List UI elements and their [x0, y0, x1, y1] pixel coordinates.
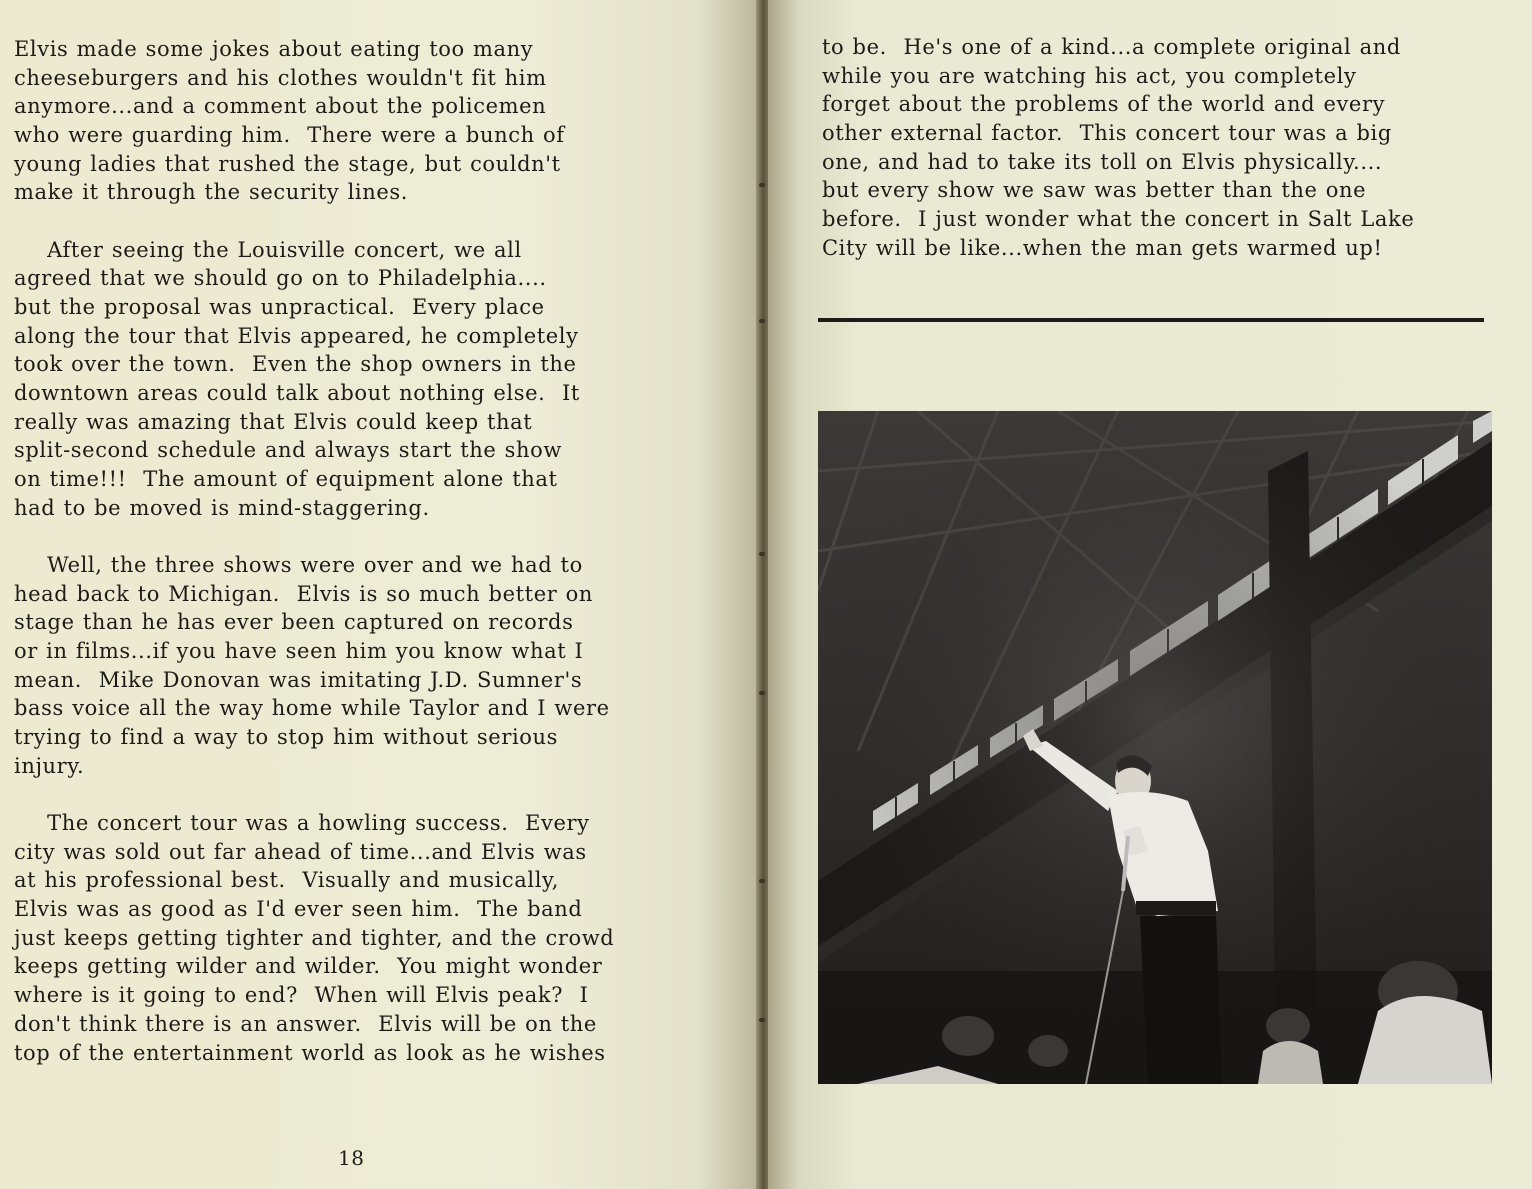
text-line: head back to Michigan. Elvis is so much better on	[14, 581, 594, 606]
text-line: downtown areas could talk about nothing else. It	[14, 381, 580, 406]
text-line: who were guarding him. There were a bunch of	[14, 123, 565, 148]
text-line: other external factor. This concert tour was a big	[822, 121, 1392, 146]
text-line: Elvis made some jokes about eating too many	[14, 37, 534, 61]
text-line: but every show we saw was better than the one	[822, 178, 1367, 203]
text-line: along the tour that Elvis appeared, he completely	[14, 323, 579, 348]
text-line: injury.	[14, 753, 85, 778]
paragraph-3	[14, 551, 614, 781]
text-line: The concert tour was a howling success. Every	[14, 811, 590, 835]
binding-stitch	[759, 1018, 765, 1022]
text-line: top of the entertainment world as look as he wishes	[14, 1040, 606, 1065]
text-line: bass voice all the way home while Taylor and I were	[14, 696, 610, 721]
binding-stitch	[759, 319, 765, 323]
text-line: young ladies that rushed the stage, but couldn't	[14, 151, 561, 176]
text-line: forget about the problems of the world and every	[822, 92, 1386, 117]
paragraph-gap	[14, 781, 614, 810]
text-line: Well, the three shows were over and we had to	[14, 553, 583, 577]
text-line: make it through the security lines.	[14, 180, 409, 205]
text-line: took over the town. Even the shop owners in the	[14, 352, 577, 377]
text-line: at his professional best. Visually and musically,	[14, 868, 559, 893]
text-line: Elvis was as good as I'd ever seen him. The band	[14, 897, 583, 922]
text-line: or in films...if you have seen him you know what I	[14, 639, 584, 664]
text-line: City will be like...when the man gets warmed up!	[822, 235, 1383, 260]
text-line: cheeseburgers and his clothes wouldn't fit him	[14, 65, 547, 90]
text-line: anymore...and a comment about the policemen	[14, 94, 547, 119]
binding-stitch	[759, 691, 765, 695]
text-line: stage than he has ever been captured on records	[14, 610, 574, 635]
concert-photo	[818, 411, 1492, 1084]
text-line: agreed that we should go on to Philadelphia....	[14, 266, 547, 291]
text-line: split-second schedule and always start the show	[14, 438, 563, 463]
concert-photo-illustration	[818, 411, 1492, 1084]
left-page	[0, 0, 760, 1189]
text-line: while you are watching his act, you completely	[822, 63, 1357, 88]
text-line: to be. He's one of a kind...a complete original and	[822, 35, 1401, 59]
left-page-text	[14, 35, 614, 1067]
text-line: on time!!! The amount of equipment alone that	[14, 467, 558, 492]
binding-stitch	[759, 552, 765, 556]
text-line: just keeps getting tighter and tighter, and the crowd	[14, 925, 615, 950]
text-line: but the proposal was unpractical. Every place	[14, 295, 545, 319]
paragraph-1	[14, 35, 614, 207]
page-number: 18	[338, 1146, 365, 1170]
binding-stitch	[759, 183, 765, 187]
text-line: trying to find a way to stop him without serious	[14, 725, 559, 750]
text-line: After seeing the Louisville concert, we all	[14, 237, 522, 262]
paragraph-continued	[822, 33, 1414, 263]
text-line: don't think there is an answer. Elvis will be on the	[14, 1011, 597, 1036]
binding-stitch	[759, 879, 765, 883]
paragraph-gap	[14, 523, 614, 552]
text-line: where is it going to end? When will Elvis peak? I	[14, 983, 589, 1008]
paragraph-gap	[14, 207, 614, 236]
text-line: keeps getting wilder and wilder. You might wonder	[14, 954, 603, 979]
text-line: before. I just wonder what the concert in Salt Lake	[822, 207, 1415, 232]
horizontal-rule	[818, 318, 1484, 322]
right-page-text	[822, 33, 1414, 263]
right-page	[768, 0, 1532, 1189]
text-line: really was amazing that Elvis could keep that	[14, 409, 533, 434]
text-line: mean. Mike Donovan was imitating J.D. Sumner's	[14, 667, 583, 692]
paragraph-2	[14, 236, 614, 523]
text-line: had to be moved is mind-staggering.	[14, 495, 430, 520]
text-line: one, and had to take its toll on Elvis physically....	[822, 149, 1383, 174]
text-line: city was sold out far ahead of time...and Elvis was	[14, 839, 587, 864]
paragraph-4	[14, 809, 614, 1067]
